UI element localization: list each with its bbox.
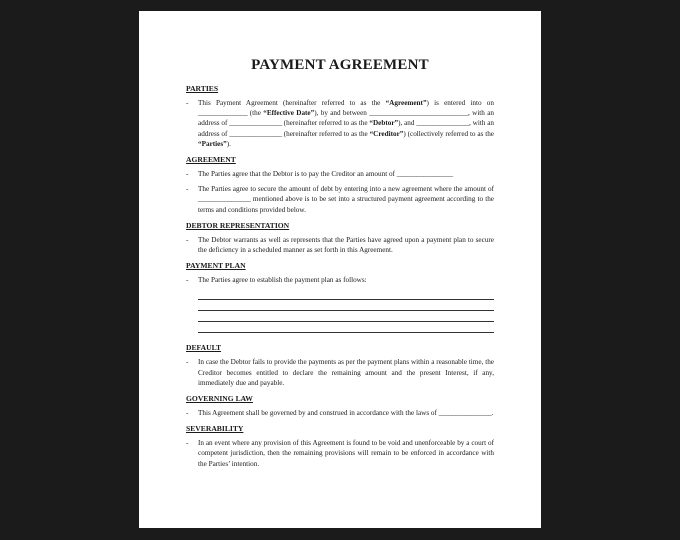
bullet-dash: - <box>186 170 189 179</box>
bullet-dash: - <box>186 235 189 244</box>
parties-term: “Parties” <box>198 139 227 148</box>
creditor-term: “Creditor” <box>369 129 404 138</box>
document-page <box>139 11 541 528</box>
bullet-dash: - <box>186 439 189 448</box>
section-heading-default: DEFAULT <box>186 343 222 353</box>
section-parties <box>186 84 494 149</box>
governing-law-bullet: - This Agreement shall be governed by and construed in accordance with the laws of ________________. <box>186 409 494 418</box>
debtor-representation-bullet: - The Debtor warrants as well as represents that the Parties have agreed upon a payment plan to secure the deficiency in a scheduled manner as set forth in this Agreement. <box>186 235 494 255</box>
agreement-term: “Agreement” <box>385 99 427 107</box>
section-severability <box>186 424 494 469</box>
section-heading-severability: SEVERABILITY <box>186 424 244 434</box>
agreement-bullet-2: - The Parties agree to secure the amount of debt by entering into a new agreement where the amount of ________________ mentioned above is to be set into a structured payment agreement according to the terms and conditions provided below. <box>186 185 494 214</box>
default-bullet: - In case the Debtor fails to provide the payments as per the payment plans within a reasonable time, the Creditor becomes entitled to declare the remaining amount and the present Interest, if any, immediately due and payable. <box>186 358 494 387</box>
bullet-dash: - <box>186 99 189 107</box>
document-title: PAYMENT AGREEMENT <box>251 57 429 73</box>
effective-date-term: “Effective Date” <box>263 109 315 118</box>
debt-amount-blank: ________________ <box>198 195 251 204</box>
section-default <box>186 343 494 388</box>
payment-plan-line <box>198 300 494 311</box>
bullet-dash: - <box>186 276 189 285</box>
creditor-name-blank: ________________ <box>416 119 470 128</box>
severability-bullet: - In an event where any provision of this Agreement is found to be void and unenforceable by a court of competent jurisdiction, then the remaining provisions will remain to be enforced in accordance with the Parties’ intention. <box>186 439 494 468</box>
creditor-address-blank: ________________ <box>229 129 282 138</box>
bullet-dash: - <box>186 358 189 367</box>
section-heading-payment-plan: PAYMENT PLAN <box>186 261 246 271</box>
bullet-dash: - <box>186 409 189 418</box>
effective-date-blank: _______________ <box>198 109 248 118</box>
section-governing-law <box>186 394 494 418</box>
debtor-term: “Debtor” <box>369 119 399 128</box>
section-agreement <box>186 155 494 215</box>
section-heading-debtor-representation: DEBTOR REPRESENTATION <box>186 220 290 230</box>
section-heading-parties: PARTIES <box>186 84 219 93</box>
agreement-bullet-1: - The Parties agree that the Debtor is to pay the Creditor an amount of _________________ <box>186 170 453 179</box>
debtor-name-blank: ______________________________ <box>369 109 469 118</box>
jurisdiction-blank: ________________ <box>438 409 492 418</box>
payment-plan-lines <box>186 289 494 333</box>
payment-plan-line <box>198 289 494 300</box>
payment-plan-line <box>198 311 494 322</box>
section-payment-plan <box>186 261 494 333</box>
parties-paragraph: - This Payment Agreement (hereinafter referred to as the “Agreement”) is entered into on _______________ (the “Effective Date”), by and between ______________________________, with an address of ________________ (hereinafter referred to as the “Debtor”), and ________________, with an address of ________________ (hereinafter referred to as the “Creditor”) (collectively referred to as the “Parties”). <box>186 99 494 148</box>
section-debtor-representation <box>186 221 494 255</box>
bullet-dash: - <box>186 185 189 194</box>
section-heading-governing-law: GOVERNING LAW <box>186 394 253 404</box>
section-heading-agreement: AGREEMENT <box>186 155 236 165</box>
payment-plan-line <box>198 322 494 333</box>
debtor-address-blank: ________________ <box>229 119 282 128</box>
payment-plan-bullet: - The Parties agree to establish the payment plan as follows: <box>186 276 367 285</box>
amount-blank: _________________ <box>396 170 453 179</box>
